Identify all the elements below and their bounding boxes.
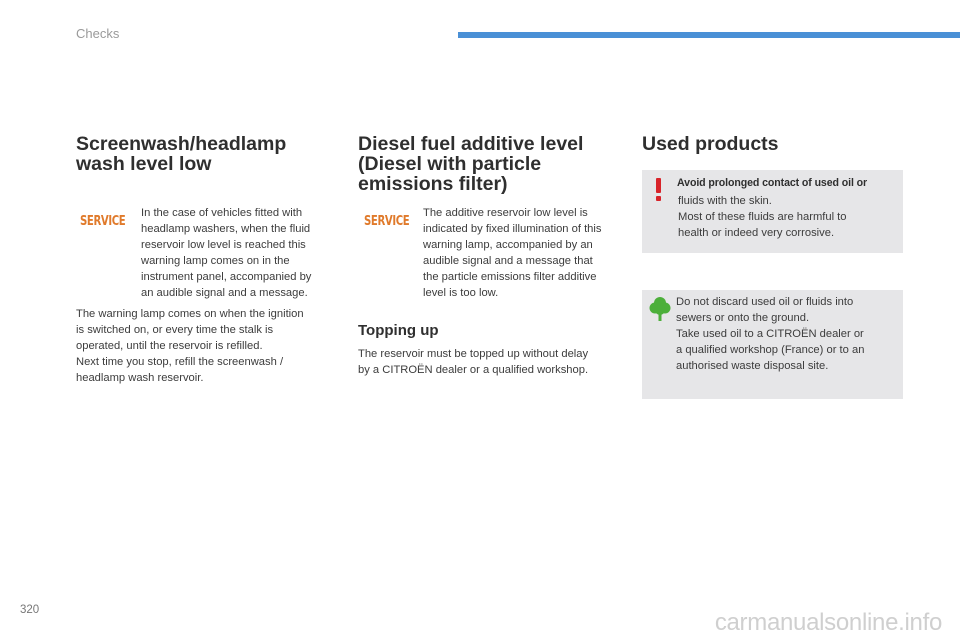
exclamation-warning-icon: [654, 178, 664, 202]
used-products-section: [642, 134, 904, 154]
screenwash-section: [76, 133, 338, 384]
warning-heading: Avoid prolonged contact of used oil or: [677, 177, 868, 189]
diesel-additive-section: [358, 133, 624, 376]
environment-note-text: Do not discard used oil or fluids into sewers or onto the ground. Take used oil to a CITROËN dealer or a qualified workshop (France) or to an authorised waste disposal site.: [676, 296, 865, 372]
topping-up-subtitle: Topping up: [358, 322, 439, 339]
topping-up-text: The reservoir must be topped up without delay by a CITROËN dealer or a qualified workshop.: [358, 348, 589, 376]
service-warning-icon: SERVICE: [80, 214, 126, 229]
header-accent-bar: [458, 32, 960, 38]
screenwash-title: Screenwash/headlamp wash level low: [76, 133, 287, 175]
environment-note-box: [642, 290, 903, 399]
screenwash-intro-text: In the case of vehicles fitted with headlamp washers, when the fluid reservoir low level is reached this warning lamp comes on in the instrument panel, accompanied by an audible signal and a message.: [141, 207, 312, 299]
page-number: 320: [20, 604, 40, 616]
screenwash-body-text: The warning lamp comes on when the ignition is switched on, or every time the stalk is operated, until the reservoir is refilled. Next time you stop, refill the screenwash / headlamp wash reservoir.: [76, 308, 304, 384]
service-warning-icon: SERVICE: [364, 214, 410, 229]
eco-tree-icon: [649, 296, 671, 322]
section-header-title: Checks: [76, 26, 120, 41]
health-warning-box: [642, 170, 903, 253]
used-products-title: Used products: [642, 133, 779, 155]
watermark-text: carmanualsonline.info: [714, 609, 942, 636]
warning-text: fluids with the skin. Most of these fluids are harmful to health or indeed very corrosive.: [678, 195, 847, 239]
diesel-additive-title: Diesel fuel additive level (Diesel with particle emissions filter): [358, 133, 584, 195]
diesel-additive-intro-text: The additive reservoir low level is indicated by fixed illumination of this warning lamp, accompanied by an audible signal and a message that the particle emissions filter additive level is too low.: [423, 207, 602, 299]
